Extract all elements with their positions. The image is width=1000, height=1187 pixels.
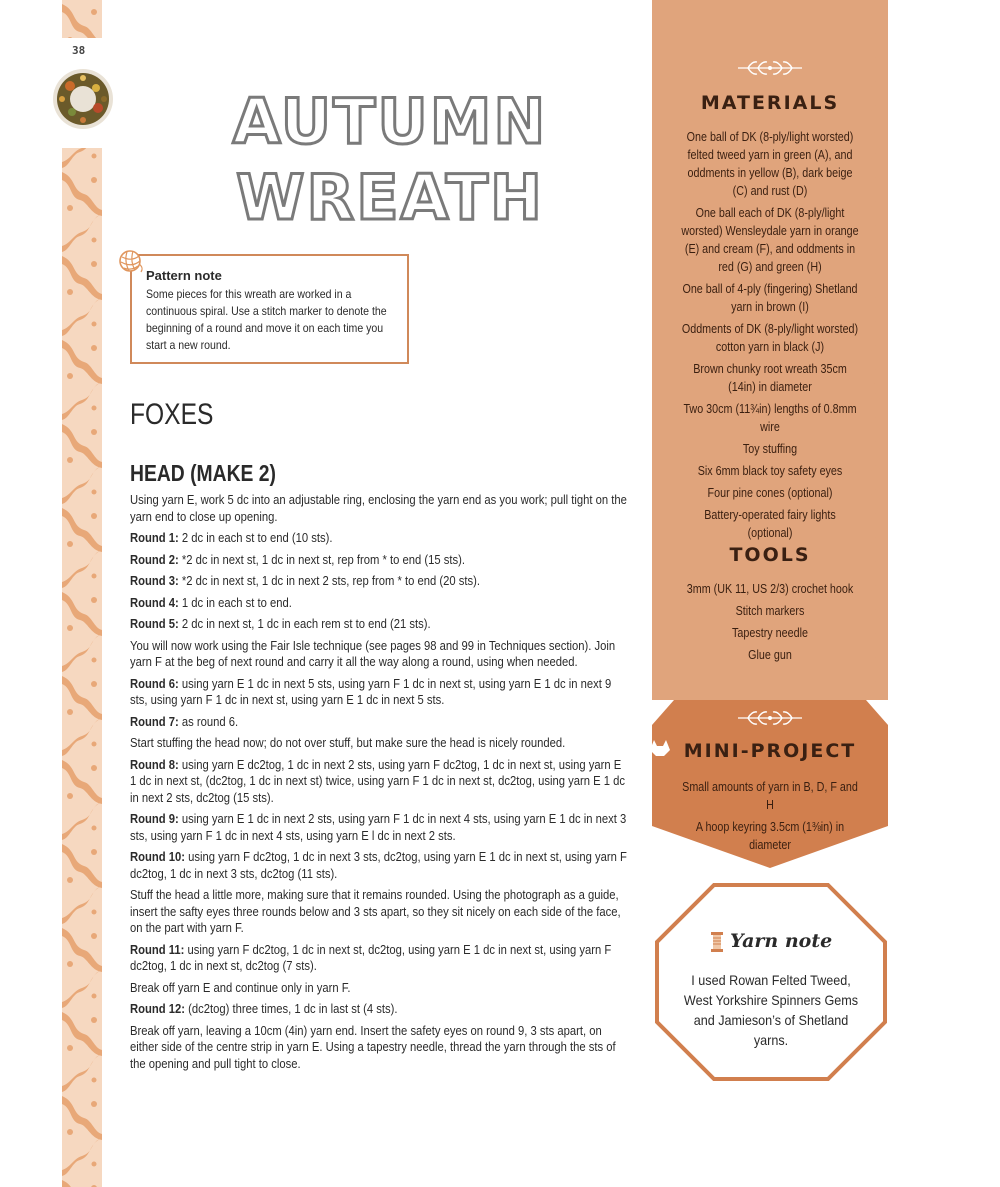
strip-pattern: [62, 0, 102, 1187]
instruction-paragraph: Round 5: 2 dc in next st, 1 dc in each rem st to end (21 sts).: [130, 616, 431, 631]
fox-icon: [648, 736, 672, 758]
instruction-paragraph: Using yarn E, work 5 dc into an adjustable ring, enclosing the yarn end as you work; pull tight on the yarn end to close up opening.: [130, 492, 627, 524]
materials-heading: MATERIALS: [700, 92, 840, 114]
list-item: One ball of 4-ply (fingering) Shetland yarn in brown (I): [682, 282, 858, 314]
title-line-2: WREATH: [236, 161, 544, 234]
list-item: Two 30cm (11¾in) lengths of 0.8mm wire: [683, 402, 857, 434]
page-title: [200, 84, 580, 236]
instruction-paragraph: Start stuffing the head now; do not over stuff, but make sure the head is nicely rounded.: [130, 735, 566, 750]
instruction-paragraph: Round 9: using yarn E 1 dc in next 2 sts, using yarn F 1 dc in next 4 sts, using yarn E 1 dc in next 3 sts, using yarn F 1 dc in next 4 sts, using yarn E l dc in next 2 sts.: [130, 811, 627, 843]
tools-list: [666, 580, 874, 668]
bobbin-icon: [708, 930, 726, 954]
instruction-paragraph: Round 12: (dc2tog) three times, 1 dc in last st (4 sts).: [130, 1001, 398, 1016]
list-item: Glue gun: [748, 648, 792, 662]
instruction-paragraph: Stuff the head a little more, making sure that it remains rounded. Using the photograph as a guide, insert the safty eyes three rounds below and 3 sts apart, so they sit nicely on each side of the face, on the part with yarn F.: [130, 887, 621, 935]
list-item: Tapestry needle: [732, 626, 808, 640]
materials-list: [666, 128, 874, 546]
list-item: A hoop keyring 3.5cm (1⅜in) in diameter: [695, 820, 845, 852]
section-heading: FOXES: [130, 398, 214, 431]
list-item: Brown chunky root wreath 35cm (14in) in diameter: [693, 362, 847, 394]
list-item: Toy stuffing: [742, 442, 798, 456]
tools-heading: TOOLS: [729, 544, 811, 566]
yarn-note-text: I used Rowan Felted Tweed, West Yorkshire Spinners Gems and Jamieson’s of Shetland yarns.: [683, 972, 859, 1048]
instruction-paragraph: Round 2: *2 dc in next st, 1 dc in next st, rep from * to end (15 sts).: [130, 551, 465, 567]
materials-panel: [652, 0, 888, 868]
pattern-note-heading: Pattern note: [146, 268, 222, 283]
yarn-ball-icon: [118, 248, 144, 274]
list-item: Oddments of DK (8-ply/light worsted) cotton yarn in black (J): [681, 322, 859, 354]
list-item: Four pine cones (optional): [707, 486, 833, 500]
instruction-paragraph: Round 10: using yarn F dc2tog, 1 dc in next 3 sts, dc2tog, using yarn E 1 dc in next st, using yarn F dc2tog, 1 dc in next 3 sts, dc2tog (11 sts).: [130, 849, 627, 881]
list-item: Six 6mm black toy safety eyes: [697, 464, 843, 478]
title-line-1: AUTUMN: [232, 85, 548, 158]
pattern-note-text: Some pieces for this wreath are worked in a continuous spiral. Use a stitch marker to denote the beginning of a round and move it on each time you start a new round.: [146, 287, 387, 352]
yarn-note-heading: Yarn note: [730, 930, 833, 952]
list-item: 3mm (UK 11, US 2/3) crochet hook: [686, 582, 854, 596]
subsection-heading: HEAD (MAKE 2): [130, 460, 276, 486]
instruction-paragraph: Break off yarn, leaving a 10cm (4in) yarn end. Insert the safety eyes on round 9, 3 sts apart, on either side of the centre strip in yarn E. Using a tapestry needle, thread the yarn through the sts of the opening and pull tight to close.: [130, 1022, 616, 1071]
instruction-paragraph: Round 8: using yarn E dc2tog, 1 dc in next 2 sts, using yarn F dc2tog, 1 dc in next st, using yarn E 1 dc in next st, (dc2tog, 1 dc in next st) twice, using yarn F 1 dc in next st, dc2tog, using yarn E 1 dc in next 2 sts, dc2tog (15 sts).: [130, 756, 626, 805]
page-number: 38: [72, 44, 86, 57]
mini-project-heading: MINI-PROJECT: [683, 740, 857, 762]
sprig-ornament-icon: [734, 58, 806, 78]
list-item: One ball each of DK (8-ply/light worsted) Wensleydale yarn in orange (E) and cream (F), and oddments in red (G) and green (H): [681, 206, 859, 274]
pattern-note-box: [130, 254, 409, 364]
instruction-paragraph: Break off yarn E and continue only in yarn F.: [130, 979, 351, 995]
instruction-paragraph: Round 6: using yarn E 1 dc in next 5 sts, using yarn F 1 dc in next st, using yarn E 1 dc in next 9 sts, using yarn F 1 dc in next st, using yarn E 1 dc in next 5 sts.: [130, 675, 612, 707]
list-item: Small amounts of yarn in B, D, F and H: [682, 780, 858, 812]
mini-project-list: [666, 778, 874, 858]
instructions: [130, 492, 627, 1077]
sprig-ornament-icon: [734, 708, 806, 728]
instruction-paragraph: Round 3: *2 dc in next st, 1 dc in next 2 sts, rep from * to end (20 sts).: [130, 573, 480, 588]
instruction-paragraph: Round 11: using yarn F dc2tog, 1 dc in next st, dc2tog, using yarn E 1 dc in next st, using yarn F dc2tog, 1 dc in next st, dc2tog (7 sts).: [130, 941, 612, 973]
decorative-strip: [62, 0, 102, 1187]
list-item: Stitch markers: [735, 604, 805, 618]
instruction-paragraph: You will now work using the Fair Isle technique (see pages 98 and 99 in Techniques section). Join yarn F at the beg of next round and carry it all the way along a round, using when needed.: [130, 637, 616, 669]
list-item: Battery-operated fairy lights (optional): [704, 508, 836, 540]
instruction-paragraph: Round 7: as round 6.: [130, 713, 239, 729]
instruction-paragraph: Round 1: 2 dc in each st to end (10 sts).: [130, 530, 333, 545]
list-item: One ball of DK (8-ply/light worsted) felted tweed yarn in green (A), and oddments in yellow (B), dark beige (C) and rust (D): [686, 130, 854, 198]
wreath-thumbnail-icon: [52, 68, 114, 130]
instruction-paragraph: Round 4: 1 dc in each st to end.: [130, 594, 292, 610]
wavy-border: [868, 0, 888, 868]
